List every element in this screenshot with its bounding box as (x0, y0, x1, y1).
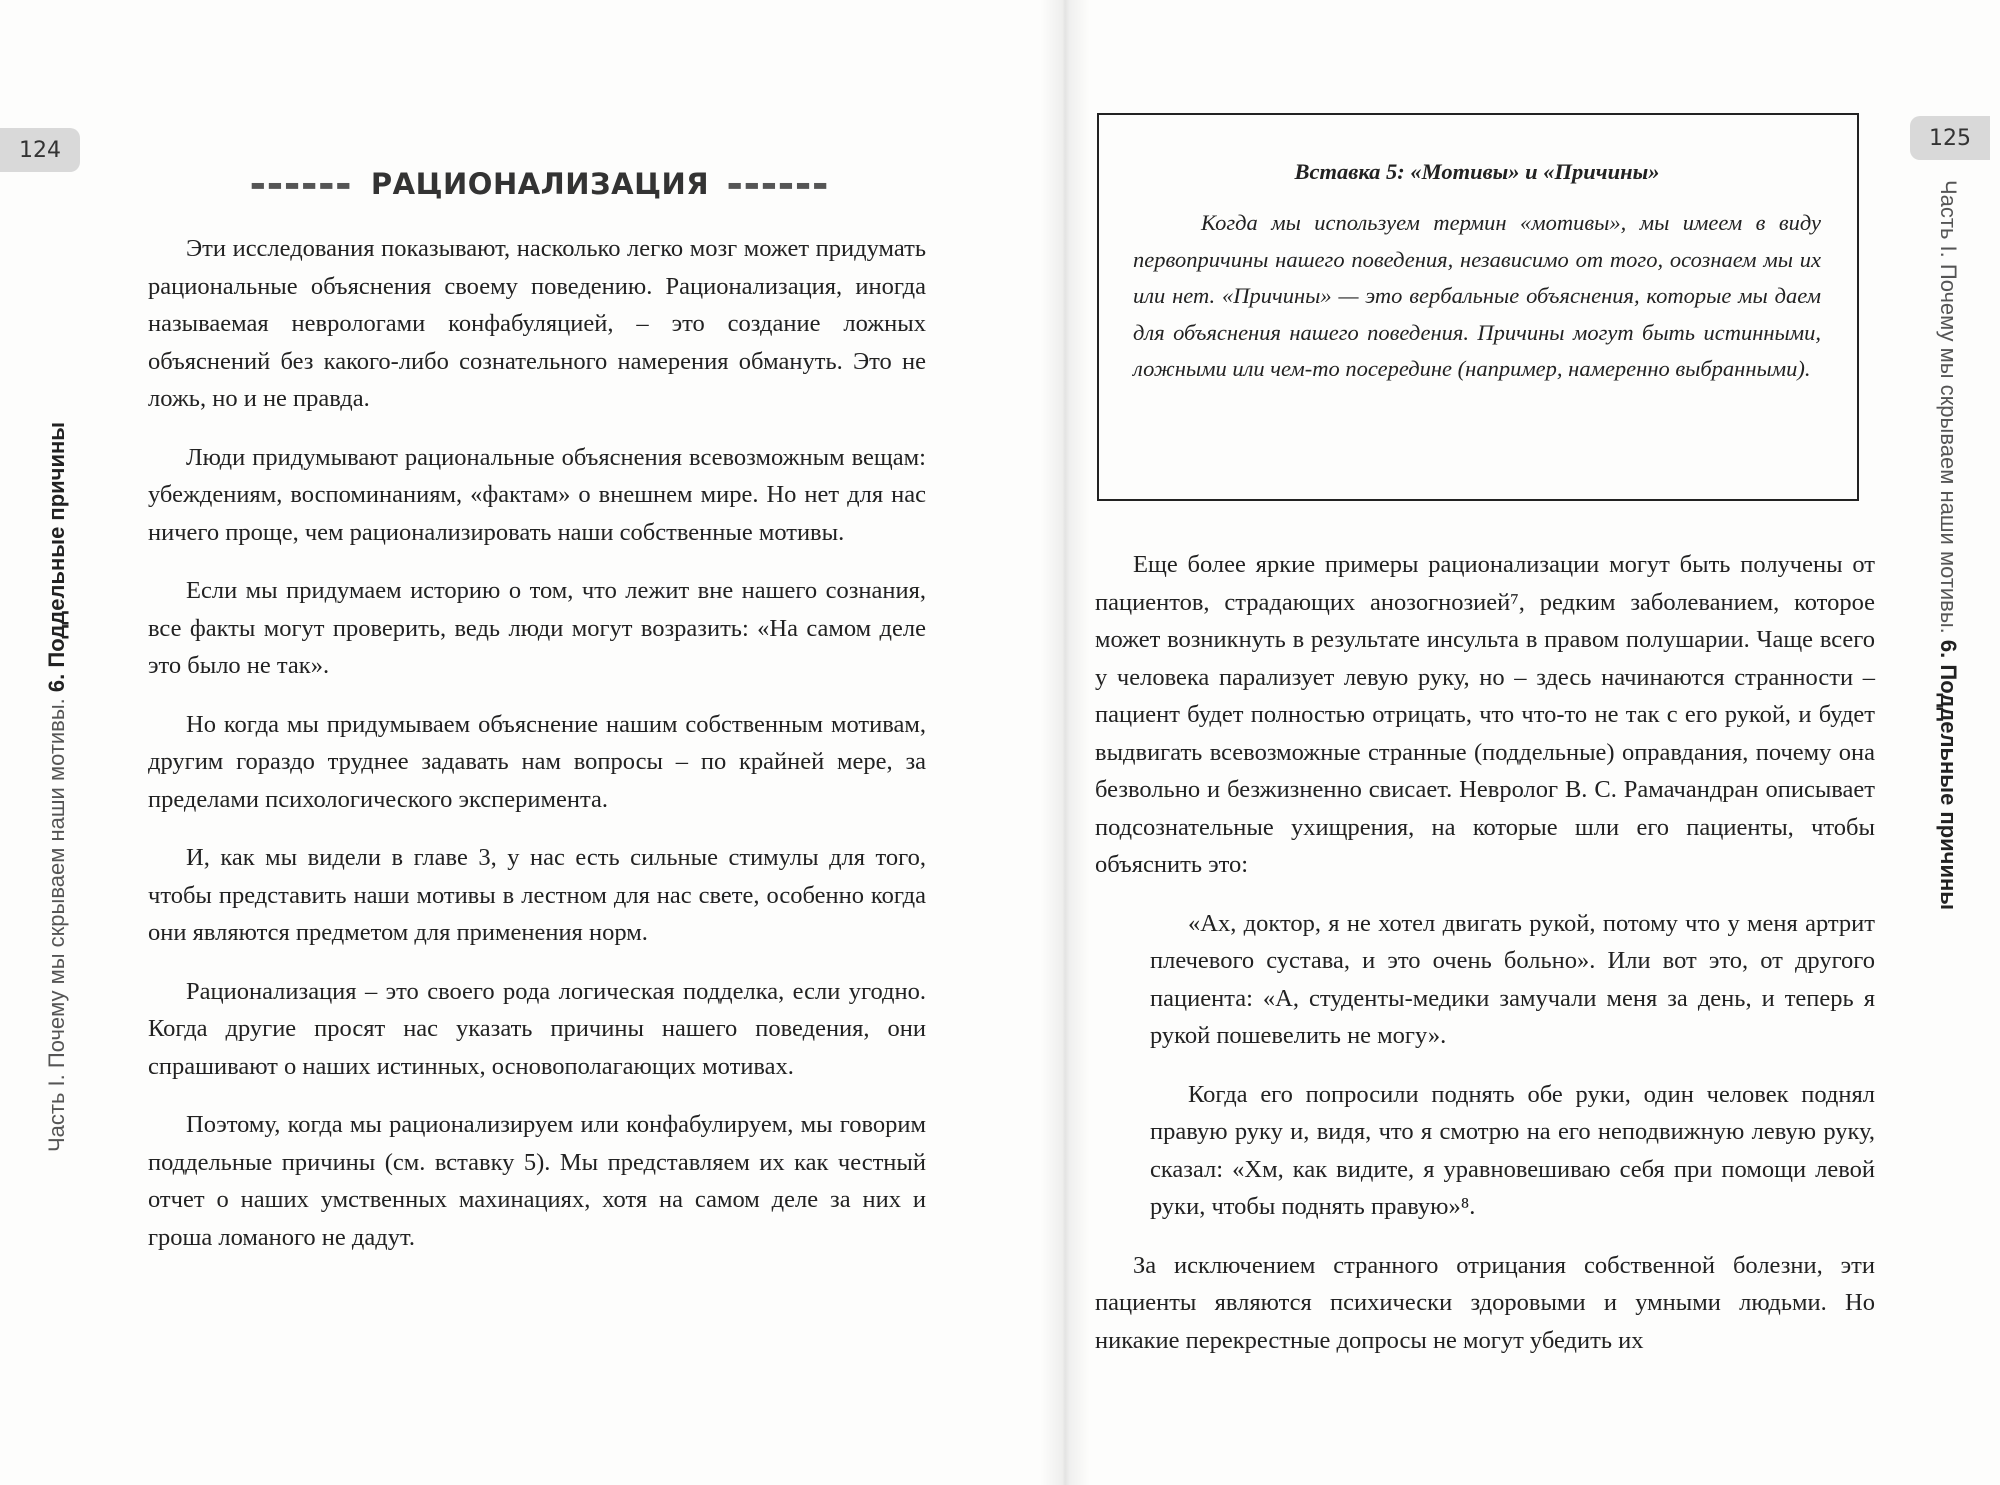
left-body-text (148, 230, 926, 1277)
page-gutter (1040, 0, 1090, 1485)
right-body-text (1095, 546, 1875, 1380)
running-header-part: Часть I. Почему мы скрываем наши мотивы. (1936, 180, 1961, 634)
paragraph: И, как мы видели в главе 3, у нас есть сильные стимулы для того, чтобы представить наши мотивы в лестном для нас свете, особенно когда они являются предметом для применения норм. (148, 844, 926, 946)
block-quote: «Ах, доктор, я не хотел двигать рукой, потому что у меня артрит плечевого сустава, и это очень больно». Или вот это, от другого пациента: «А, студенты-медики замучали меня за день, и теперь я рукой пошевелить не могу». (1150, 909, 1875, 1049)
running-header-chapter: 6. Поддельные причины (1936, 639, 1961, 911)
paragraph: За исключением странного отрицания собственной болезни, эти пациенты являются психически здоровыми и умными людьми. Но никакие перекрестные допросы не могут убедить их (1095, 1251, 1875, 1354)
page-number-right: 125 (1910, 116, 1990, 160)
box-text: Когда мы используем термин «мотивы», мы имеем в виду первопричины нашего поведения, независимо от того, осознаем мы их или нет. «Причины» — это вербальные объяснения, которые мы даем для объяснения нашего поведения. Причины могут быть истинными, ложными или чем-то посередине (например, намеренно выбранными). (1133, 210, 1821, 381)
section-heading (250, 167, 830, 201)
paragraph: Еще более яркие примеры рационализации могут быть получены от пациентов, страдающих анозогнозией⁷, редким заболеванием, которое может возникнуть в результате инсульта в правом полушарии. Чаще всего у человека парализует левую руку, но – здесь начинаются странности – пациент будет полностью отрицать, что что-то не так с его рукой, и будет выдвигать всевозможные странные (поддельные) оправдания, почему она безвольно и безжизненно свисает. Невролог В. С. Рамачандран описывает подсознательные ухищрения, на которые шли его пациенты, чтобы объяснить это: (1095, 551, 1875, 878)
paragraph: Но когда мы придумываем объяснение нашим собственным мотивам, другим гораздо труднее задавать нам вопросы – по крайней мере, за пределами психологического эксперимента. (148, 710, 926, 813)
sidebar-box (1097, 113, 1859, 501)
ornament-left: ▬▬▬▬▬▬ (250, 174, 353, 194)
paragraph: Рационализация – это своего рода логическая подделка, если угодно. Когда другие просят нас указать причины нашего поведения, они спрашивают о наших истинных, основополагающих мотивах. (148, 977, 926, 1080)
paragraph: Эти исследования показывают, насколько легко мозг может придумать рациональные объяснения своему поведению. Рационализация, иногда называемая неврологами конфабуляцией, – это создание ложных объяснений без какого-либо сознательного намерения обмануть. Это не ложь, но и не правда. (148, 235, 926, 412)
paragraph: Люди придумывают рациональные объяснения всевозможным вещам: убеждениям, воспоминаниям, «фактам» о внешнем мире. Но нет для нас ничего проще, чем рационализировать наши собственные мотивы. (148, 443, 926, 546)
section-title: РАЦИОНАЛИЗАЦИЯ (370, 167, 710, 201)
paragraph: Поэтому, когда мы рационализируем или конфабулируем, мы говорим поддельные причины (см. вставку 5). Мы представляем их как честный отчет о наших умственных махинациях, хотя на самом деле за них и гроша ломаного не дадут. (148, 1111, 926, 1251)
page-number-left: 124 (0, 128, 80, 172)
block-quote: Когда его попросили поднять обе руки, один человек поднял правую руку и, видя, что я смотрю на его неподвижную левую руку, сказал: «Хм, как видите, я уравновешиваю себя при помощи левой руки, чтобы поднять правую»⁸. (1150, 1080, 1875, 1220)
box-title: Вставка 5: «Мотивы» и «Причины» (1294, 159, 1660, 184)
paragraph: Если мы придумаем историю о том, что лежит вне нашего сознания, все факты могут проверить, ведь люди могут возразить: «На самом деле это было не так». (148, 577, 926, 679)
ornament-right: ▬▬▬▬▬▬ (727, 174, 830, 194)
running-header-left (44, 422, 70, 1152)
running-header-chapter: 6. Поддельные причины (44, 421, 69, 693)
running-header-right (1935, 180, 1961, 910)
running-header-part: Часть I. Почему мы скрываем наши мотивы. (44, 698, 69, 1152)
